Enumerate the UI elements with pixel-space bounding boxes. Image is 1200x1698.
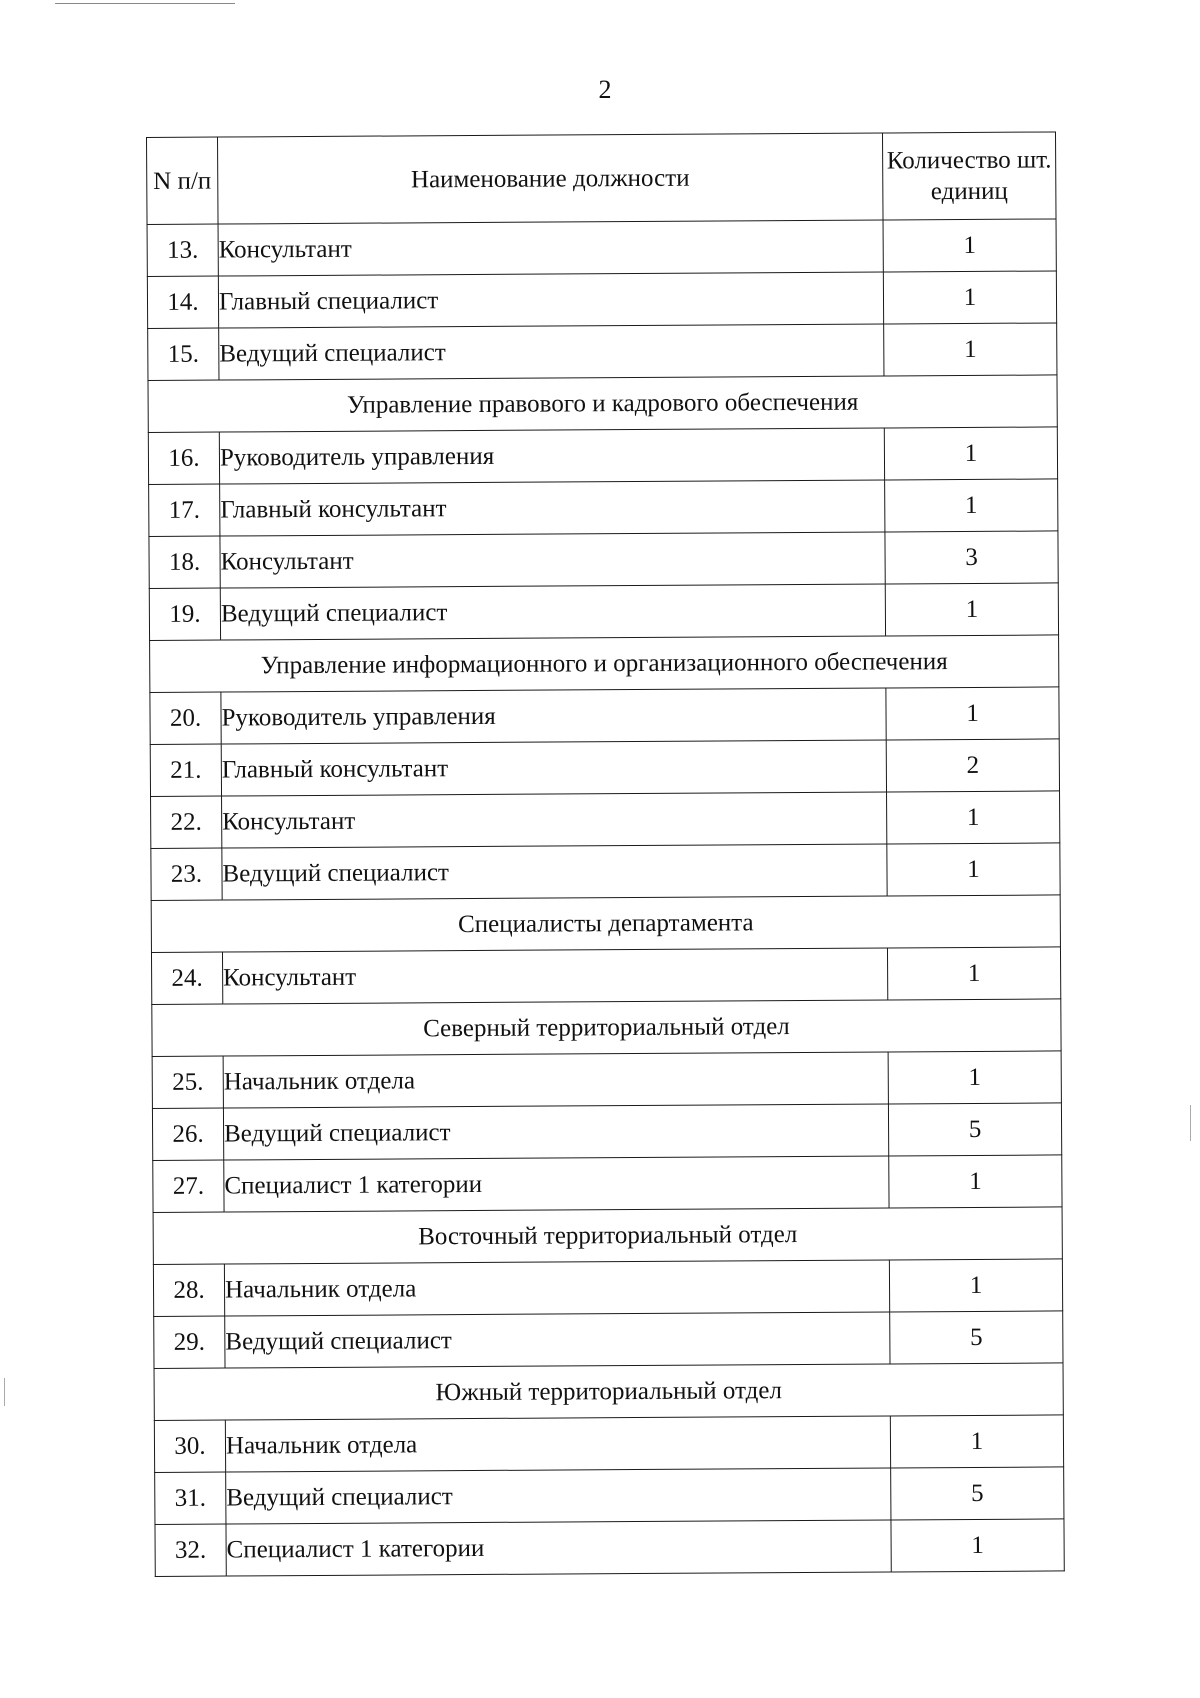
scan-artifact-mark bbox=[4, 1378, 5, 1406]
table-row bbox=[152, 1103, 1061, 1161]
table-row bbox=[152, 1051, 1061, 1109]
row-number: 25. bbox=[152, 1056, 223, 1108]
position-name: Ведущий специалист bbox=[223, 1104, 888, 1160]
row-number: 16. bbox=[148, 432, 219, 484]
table-row bbox=[153, 1259, 1062, 1317]
row-number: 27. bbox=[153, 1160, 224, 1212]
row-number: 14. bbox=[147, 276, 218, 328]
column-header-position: Наименование должности bbox=[218, 133, 884, 224]
scan-artifact-line bbox=[55, 3, 235, 4]
position-quantity: 3 bbox=[885, 531, 1058, 584]
table-row bbox=[154, 1311, 1063, 1369]
section-title: Специалисты департамента bbox=[151, 895, 1060, 953]
position-name: Руководитель управления bbox=[221, 688, 886, 744]
position-quantity: 1 bbox=[887, 947, 1060, 1000]
section-title: Северный территориальный отдел bbox=[152, 999, 1061, 1057]
section-row bbox=[154, 1363, 1063, 1421]
position-quantity: 1 bbox=[884, 323, 1057, 376]
position-name: Ведущий специалист bbox=[222, 844, 887, 900]
position-quantity: 1 bbox=[887, 843, 1060, 896]
position-name: Ведущий специалист bbox=[226, 1468, 891, 1524]
table-row bbox=[150, 739, 1059, 797]
position-name: Специалист 1 категории bbox=[224, 1156, 889, 1212]
column-header-number: N п/п bbox=[147, 137, 219, 224]
position-name: Главный консультант bbox=[220, 480, 885, 536]
position-quantity: 2 bbox=[886, 739, 1059, 792]
section-title: Управление правового и кадрового обеспечения bbox=[148, 375, 1057, 433]
row-number: 17. bbox=[149, 484, 220, 536]
position-name: Ведущий специалист bbox=[219, 324, 884, 380]
table-row bbox=[149, 479, 1058, 537]
position-quantity: 5 bbox=[891, 1467, 1064, 1520]
position-quantity: 1 bbox=[887, 791, 1060, 844]
position-name: Начальник отдела bbox=[224, 1260, 889, 1316]
table-row bbox=[155, 1467, 1064, 1525]
table-row bbox=[148, 427, 1057, 485]
table-row bbox=[151, 791, 1060, 849]
row-number: 30. bbox=[154, 1420, 225, 1472]
position-quantity: 1 bbox=[888, 1051, 1061, 1104]
section-row bbox=[148, 375, 1057, 433]
section-row bbox=[151, 895, 1060, 953]
scan-artifact-mark bbox=[1190, 1105, 1191, 1141]
row-number: 20. bbox=[150, 692, 221, 744]
position-quantity: 1 bbox=[891, 1519, 1064, 1572]
table-row bbox=[150, 687, 1059, 745]
row-number: 29. bbox=[154, 1316, 225, 1368]
table-row bbox=[155, 1519, 1064, 1577]
position-quantity: 1 bbox=[889, 1259, 1062, 1312]
position-name: Консультант bbox=[220, 532, 885, 588]
row-number: 21. bbox=[150, 744, 221, 796]
position-name: Консультант bbox=[218, 220, 883, 276]
table-header-row bbox=[147, 132, 1057, 225]
row-number: 32. bbox=[155, 1524, 226, 1576]
position-quantity: 1 bbox=[883, 271, 1056, 324]
section-title: Восточный территориальный отдел bbox=[153, 1207, 1062, 1265]
table-row bbox=[148, 323, 1057, 381]
position-name: Начальник отдела bbox=[225, 1416, 890, 1472]
position-name: Главный консультант bbox=[221, 740, 886, 796]
position-quantity: 1 bbox=[884, 427, 1057, 480]
row-number: 26. bbox=[152, 1108, 223, 1160]
column-header-quantity: Количество шт. единиц bbox=[882, 132, 1056, 220]
section-title: Управление информационного и организационного обеспечения bbox=[150, 635, 1059, 693]
table-row bbox=[149, 583, 1058, 641]
row-number: 13. bbox=[147, 224, 218, 276]
position-name: Главный специалист bbox=[218, 272, 883, 328]
position-quantity: 1 bbox=[890, 1415, 1063, 1468]
section-row bbox=[152, 999, 1061, 1057]
position-name: Руководитель управления bbox=[219, 428, 884, 484]
section-title: Южный территориальный отдел bbox=[154, 1363, 1063, 1421]
position-name: Ведущий специалист bbox=[225, 1312, 890, 1368]
staff-table bbox=[146, 131, 1065, 1577]
position-name: Специалист 1 категории bbox=[226, 1520, 891, 1576]
table-row bbox=[151, 947, 1060, 1005]
section-row bbox=[153, 1207, 1062, 1265]
position-quantity: 1 bbox=[889, 1155, 1062, 1208]
row-number: 22. bbox=[151, 796, 222, 848]
row-number: 19. bbox=[149, 588, 220, 640]
row-number: 15. bbox=[148, 328, 219, 380]
row-number: 24. bbox=[151, 952, 222, 1004]
row-number: 31. bbox=[155, 1472, 226, 1524]
table-row bbox=[154, 1415, 1063, 1473]
row-number: 18. bbox=[149, 536, 220, 588]
table-row bbox=[147, 271, 1056, 329]
position-name: Начальник отдела bbox=[223, 1052, 888, 1108]
page-number: 2 bbox=[598, 75, 612, 104]
table-body bbox=[147, 219, 1064, 1577]
table-row bbox=[151, 843, 1060, 901]
position-name: Консультант bbox=[222, 948, 887, 1004]
position-name: Ведущий специалист bbox=[220, 584, 885, 640]
table-row bbox=[149, 531, 1058, 589]
position-quantity: 1 bbox=[885, 583, 1058, 636]
row-number: 28. bbox=[153, 1264, 224, 1316]
table-row bbox=[153, 1155, 1062, 1213]
row-number: 23. bbox=[151, 848, 222, 900]
position-quantity: 1 bbox=[885, 479, 1058, 532]
position-quantity: 5 bbox=[890, 1311, 1063, 1364]
position-quantity: 1 bbox=[883, 219, 1056, 272]
table-row bbox=[147, 219, 1056, 277]
section-row bbox=[150, 635, 1059, 693]
position-quantity: 1 bbox=[886, 687, 1059, 740]
position-quantity: 5 bbox=[888, 1103, 1061, 1156]
position-name: Консультант bbox=[222, 792, 887, 848]
